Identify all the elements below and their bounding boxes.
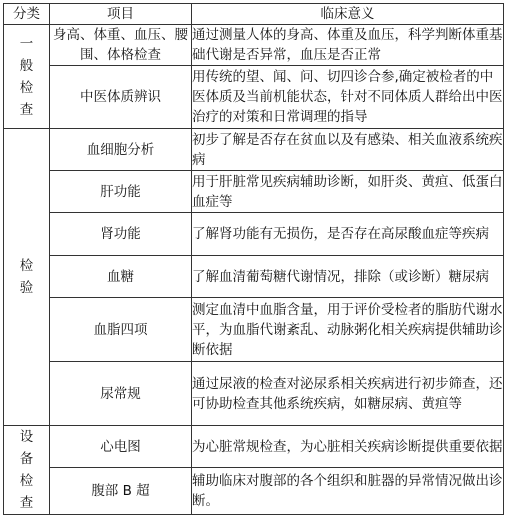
table-row bbox=[4, 213, 504, 256]
meaning-cell: 用传统的望、闻、问、切四诊合参,确定被检者的中医体质及当前机能状态，针对不同体质人群给出中医治疗的对策和日常调理的指导 bbox=[192, 66, 504, 129]
header-row bbox=[4, 4, 504, 25]
item-cell: 血细胞分析 bbox=[50, 129, 192, 171]
meaning-cell: 辅助临床对腹部的各个组织和脏器的异常情况做出诊断。 bbox=[192, 468, 504, 515]
item-cell: 肝功能 bbox=[50, 171, 192, 213]
table-row bbox=[4, 426, 504, 468]
item-cell: 心电图 bbox=[50, 426, 192, 468]
table-row bbox=[4, 25, 504, 66]
meaning-cell: 了解血清葡萄糖代谢情况，排除（或诊断）糖尿病 bbox=[192, 256, 504, 298]
category-general bbox=[4, 25, 50, 129]
item-cell: 身高、体重、血压、腰围、体格检查 bbox=[50, 25, 192, 66]
meaning-cell: 为心脏常规检查，为心脏相关疾病诊断提供重要依据 bbox=[192, 426, 504, 468]
category-label: 设备检查 bbox=[19, 429, 34, 511]
category-label: 一般检查 bbox=[19, 35, 34, 118]
table-row bbox=[4, 171, 504, 213]
header-meaning: 临床意义 bbox=[192, 4, 504, 25]
table-row bbox=[4, 362, 504, 426]
item-cell: 肾功能 bbox=[50, 213, 192, 256]
clinical-exam-table bbox=[3, 3, 504, 515]
item-cell: 尿常规 bbox=[50, 362, 192, 426]
meaning-cell: 测定血清中血脂含量，用于评价受检者的脂肪代谢水平，为血脂代谢紊乱、动脉粥化相关疾病提供辅助诊断依据 bbox=[192, 298, 504, 362]
meaning-cell: 了解肾功能有无损伤，是否存在高尿酸血症等疾病 bbox=[192, 213, 504, 256]
table-row bbox=[4, 66, 504, 129]
meaning-cell: 通过测量人体的身高、体重及血压，科学判断体重基础代谢是否异常，血压是否正常 bbox=[192, 25, 504, 66]
category-lab bbox=[4, 129, 50, 426]
item-cell: 血糖 bbox=[50, 256, 192, 298]
table-row bbox=[4, 256, 504, 298]
header-item: 项目 bbox=[50, 4, 192, 25]
table-row bbox=[4, 298, 504, 362]
category-label: 检验 bbox=[19, 258, 34, 296]
meaning-cell: 初步了解是否存在贫血以及有感染、相关血液系统疾病 bbox=[192, 129, 504, 171]
meaning-cell: 用于肝脏常见疾病辅助诊断，如肝炎、黄疸、低蛋白血症等 bbox=[192, 171, 504, 213]
item-cell: 腹部 B 超 bbox=[50, 468, 192, 515]
table-row bbox=[4, 129, 504, 171]
meaning-cell: 通过尿液的检查对泌尿系相关疾病进行初步筛查，还可协助检查其他系统疾病，如糖尿病、黄疸等 bbox=[192, 362, 504, 426]
item-cell: 中医体质辨识 bbox=[50, 66, 192, 129]
table-row bbox=[4, 468, 504, 515]
header-category: 分类 bbox=[4, 4, 50, 25]
item-cell: 血脂四项 bbox=[50, 298, 192, 362]
category-equipment bbox=[4, 426, 50, 515]
